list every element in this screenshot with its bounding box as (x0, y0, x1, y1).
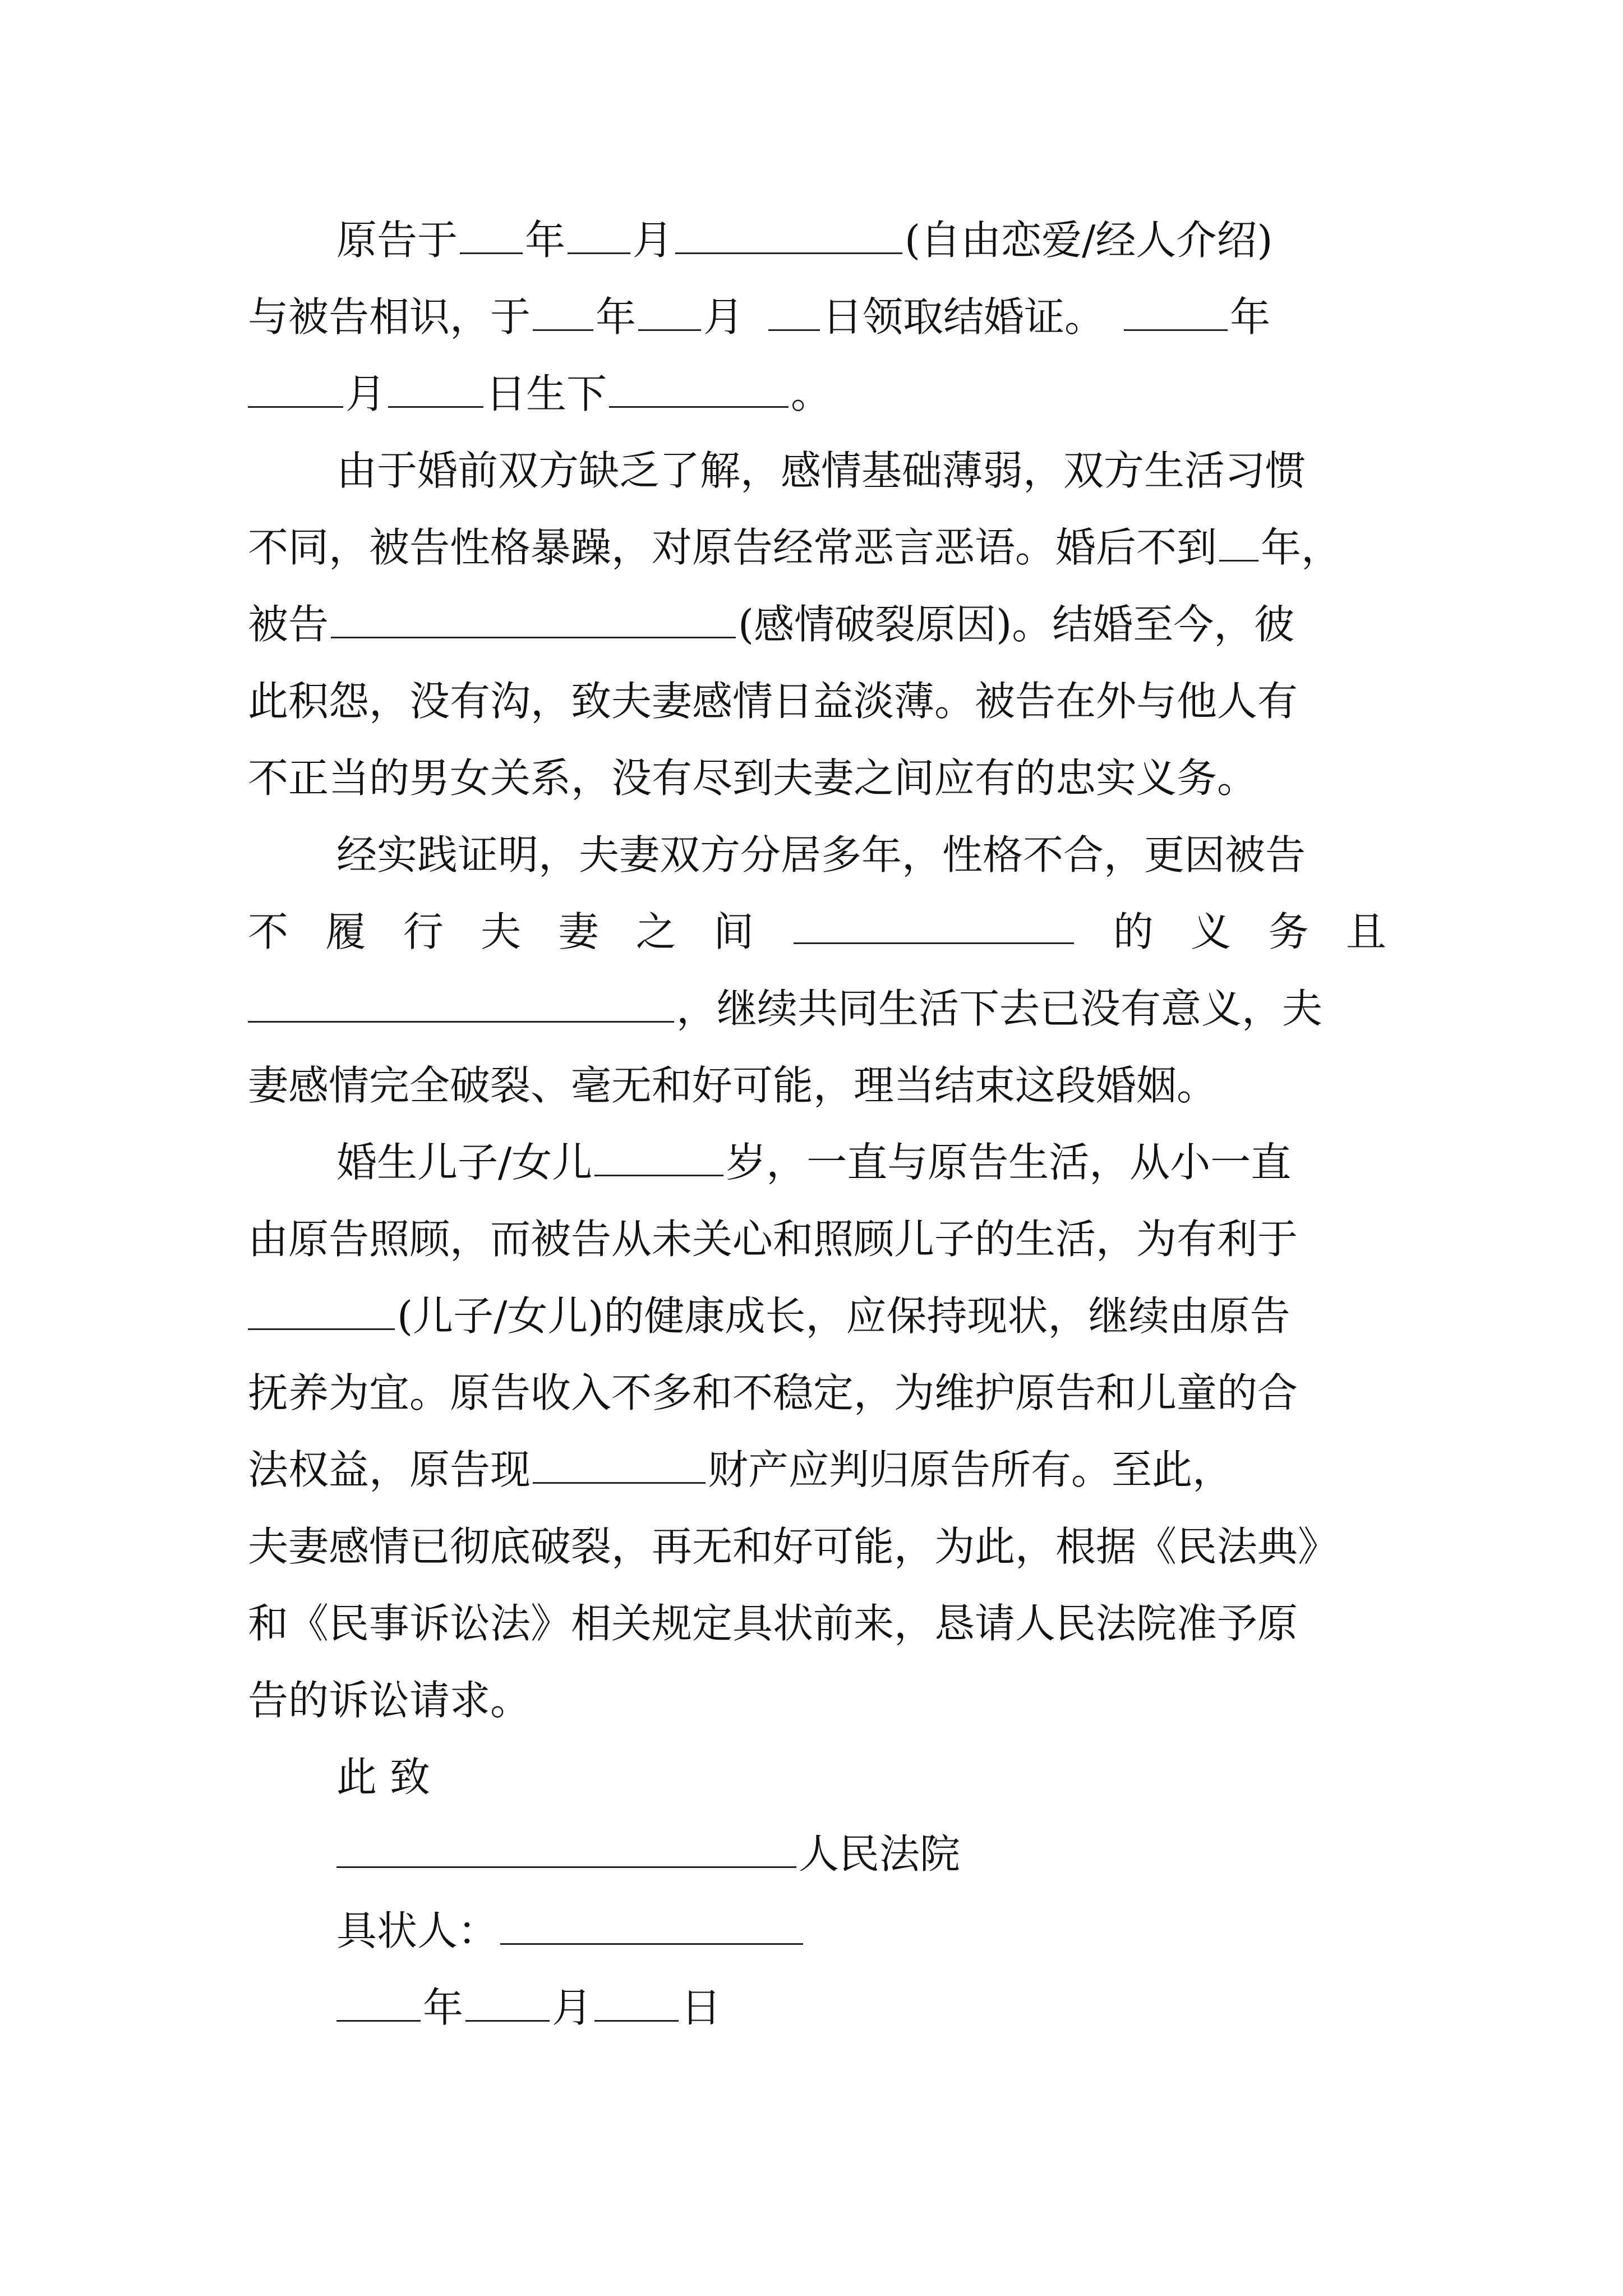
property-blank[interactable] (533, 1448, 706, 1484)
para4-line5 (248, 1432, 1386, 1508)
para1-line3 (248, 356, 1386, 432)
text: 年 (1230, 293, 1271, 341)
text: 与被告相识，于 (248, 293, 531, 341)
text: 夫 (481, 908, 522, 955)
para4-line4 (248, 1355, 1386, 1432)
years-blank[interactable] (1219, 526, 1258, 562)
day-blank[interactable] (594, 1986, 679, 2022)
text: 妻感情完全破裂、毫无和好可能，理当结束这段婚姻。 (248, 1062, 1218, 1109)
text: 夫妻感情已彻底破裂，再无和好可能，为此，根据《民法典》 (248, 1523, 1339, 1570)
text: (感情破裂原因)。结婚至今，彼 (738, 601, 1295, 648)
text: 原告于 (336, 217, 458, 264)
age-blank[interactable] (594, 1140, 723, 1176)
date-line (248, 1970, 1386, 2046)
court-line (248, 1816, 1386, 1893)
text: 不正当的男女关系，没有尽到夫妻之间应有的忠实义务。 (248, 754, 1258, 802)
text: 和《民事诉讼法》相关规定具状前来，恳请人民法院准予原 (248, 1600, 1298, 1647)
text: 人民法院 (799, 1830, 961, 1878)
text: 婚生儿子/女儿 (336, 1139, 593, 1186)
para4-line2 (248, 1201, 1386, 1278)
text: 之 (635, 908, 676, 955)
para3-line3 (248, 970, 1386, 1047)
text: 日领取结婚证。 (822, 293, 1105, 341)
text: 行 (403, 908, 444, 955)
child-name-blank[interactable] (248, 1294, 395, 1330)
para4-line8 (248, 1662, 1386, 1739)
para1-line2 (248, 279, 1386, 356)
text: 年 (423, 1984, 464, 2031)
text: 不同，被告性格暴躁，对原告经常恶言恶语。婚后不到 (248, 524, 1218, 571)
text: 妻 (558, 908, 599, 955)
para3-line4 (248, 1047, 1386, 1124)
text: 不 (248, 908, 289, 955)
text: 年， (1261, 524, 1342, 571)
para2-line1 (248, 432, 1386, 509)
text: 月 (703, 293, 744, 341)
text: 年 (525, 217, 566, 264)
misconduct-blank[interactable] (248, 987, 674, 1023)
plaintiff-line (248, 1893, 1386, 1970)
complaint-body (248, 202, 1386, 2046)
para3-line1 (248, 817, 1386, 894)
text: 义 (1191, 908, 1232, 955)
text: (自由恋爱/经人介绍) (905, 217, 1273, 264)
para2-line4 (248, 663, 1386, 740)
month-blank[interactable] (638, 295, 701, 331)
year-blank[interactable] (336, 1986, 421, 2022)
court-name-blank[interactable] (336, 1832, 796, 1868)
text: 财产应判归原告所有。至此， (708, 1446, 1233, 1493)
month-blank[interactable] (568, 218, 630, 254)
text: 月 (345, 370, 386, 417)
text: 月 (552, 1984, 593, 2031)
child-blank[interactable] (609, 372, 789, 408)
text: 年 (596, 293, 637, 341)
text: 具状人： (336, 1907, 499, 1954)
text: 日 (681, 1984, 722, 2031)
para4-line7 (248, 1585, 1386, 1662)
text: 由于婚前双方缺乏了解，感情基础薄弱，双方生活习惯 (336, 447, 1306, 494)
text: (儿子/女儿)的健康成长，应保持现状，继续由原告 (397, 1292, 1290, 1340)
plaintiff-name-blank[interactable] (500, 1909, 803, 1945)
text: 经实践证明，夫妻双方分居多年，性格不合，更因被告 (336, 831, 1306, 878)
breakdown-reason-blank[interactable] (331, 602, 736, 638)
day-blank[interactable] (768, 295, 820, 331)
text: 抚养为宜。原告收入不多和不稳定，为维护原告和儿童的合 (248, 1369, 1298, 1416)
para2-line5 (248, 740, 1386, 817)
text: 且 (1345, 908, 1386, 955)
text: 的 (1113, 908, 1154, 955)
day-blank[interactable] (388, 372, 483, 408)
para4-line3 (248, 1278, 1386, 1355)
text: 月 (633, 217, 674, 264)
text: 。 (791, 370, 832, 417)
para4-line1 (248, 1124, 1386, 1201)
obligation-blank[interactable] (794, 920, 1074, 944)
para2-line3 (248, 586, 1386, 663)
month-blank[interactable] (465, 1986, 550, 2022)
text: 履 (325, 908, 366, 955)
text: 间 (713, 908, 754, 955)
meeting-method-blank[interactable] (675, 218, 902, 254)
text: 被告 (248, 601, 329, 648)
text: 由原告照顾，而被告从未关心和照顾儿子的生活，为有利于 (248, 1216, 1298, 1263)
text: 岁，一直与原告生活，从小一直 (726, 1139, 1292, 1186)
text: 此 致 (336, 1754, 430, 1801)
month-blank[interactable] (248, 372, 343, 408)
para2-line2 (248, 509, 1386, 586)
text: 务 (1268, 908, 1309, 955)
text: 告的诉讼请求。 (248, 1677, 531, 1724)
para3-line2 (248, 894, 1386, 970)
text: 此积怨，没有沟，致夫妻感情日益淡薄。被告在外与他人有 (248, 678, 1298, 725)
year-blank[interactable] (1124, 295, 1228, 331)
text: 日生下 (486, 370, 607, 417)
para4-line6 (248, 1508, 1386, 1585)
salutation (248, 1739, 1386, 1816)
text: ，继续共同生活下去已没有意义，夫 (676, 985, 1323, 1032)
para1-line1 (248, 202, 1386, 279)
text: 法权益，原告现 (248, 1446, 531, 1493)
year-blank[interactable] (460, 218, 523, 254)
year-blank[interactable] (533, 295, 593, 331)
